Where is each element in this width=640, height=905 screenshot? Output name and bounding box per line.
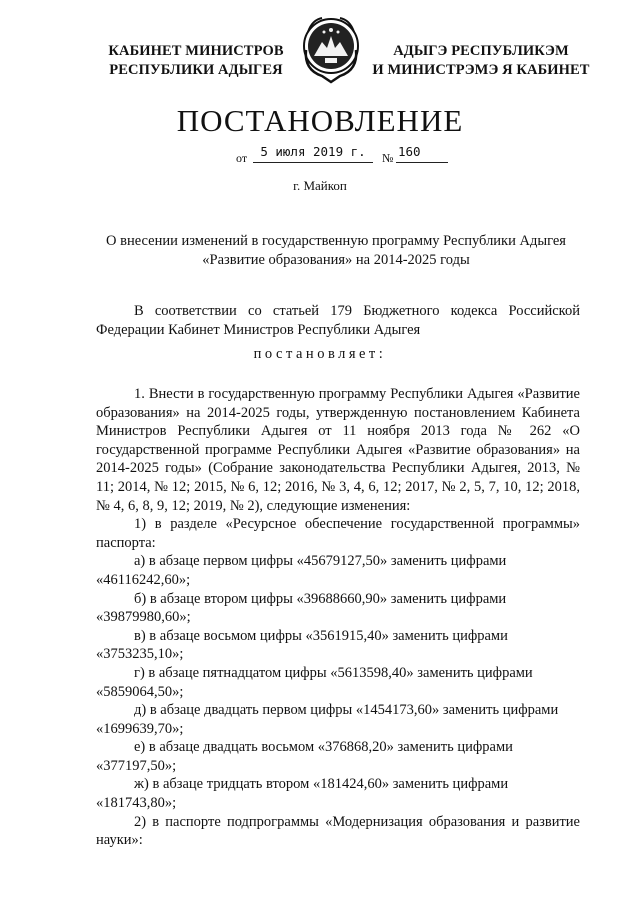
- preamble: [96, 302, 580, 339]
- document-subject: [96, 232, 576, 270]
- subitem-e-line1: е) в абзаце двадцать восьмом «376868,20» заменить цифрами: [134, 739, 513, 756]
- subitem-zh-line1: ж) в абзаце тридцать втором «181424,60» заменить цифрами: [134, 776, 509, 793]
- header-right-line2: И МИНИСТРЭМЭ Я КАБИНЕТ: [372, 62, 590, 78]
- subitem-a-line1: а) в абзаце первом цифры «45679127,50» заменить цифрами: [134, 553, 507, 570]
- paragraph-1-1: 1) в разделе «Ресурсное обеспечение государственной программы» паспорта:: [96, 516, 580, 551]
- issue-number: 160: [396, 144, 448, 163]
- paragraph-1: 1. Внести в государственную программу Республики Адыгея «Развитие образования» на 2014-2025 годы, утвержденную постановлением Кабинета Министров Республики Адыгея от 11 ноября 2013 года № 262 «О государственной программе Республики Адыгея «Развитие образования» на 2014-2025 годы» (Собрание законодательства Республики Адыгея, 2013, № 11; 2014, № 12; 2015, № 6, 12; 2016, № 3, 4, 6, 12; 2017, № 2, 5, 7, 10, 12; 2018, № 4, 6, 8, 9, 12; 2019, № 2), следующие изменения:: [96, 386, 580, 514]
- subitem-v-line2: «3753235,10»;: [96, 646, 184, 663]
- document-body: [96, 385, 580, 850]
- subject-line2: «Развитие образования» на 2014-2025 годы: [202, 252, 470, 268]
- subitem-d-line2: «1699639,70»;: [96, 720, 184, 737]
- subitem-a-line2: «46116242,60»;: [96, 571, 191, 588]
- preamble-text: В соответствии со статьей 179 Бюджетного кодекса Российской Федерации Кабинет Министров Республики Адыгея: [96, 303, 580, 338]
- subitem-b-line2: «39879980,60»;: [96, 609, 191, 626]
- coat-of-arms-emblem-icon: [300, 12, 362, 84]
- subitem-g-line1: г) в абзаце пятнадцатом цифры «5613598,40» заменить цифрами: [134, 664, 533, 681]
- subitem-zh-line2: «181743,80»;: [96, 795, 177, 812]
- city: г. Майкоп: [293, 178, 347, 193]
- date-prefix: от: [236, 151, 248, 165]
- subject-line1: О внесении изменений в государственную программу Республики Адыгея: [106, 233, 566, 249]
- issue-date: 5 июля 2019 г.: [253, 144, 373, 163]
- paragraph-1-2: 2) в паспорте подпрограммы «Модернизация образования и развитие науки»:: [96, 813, 580, 849]
- resolves-heading: постановляет:: [253, 346, 387, 362]
- subitem-d-line1: д) в абзаце двадцать первом цифры «1454173,60» заменить цифрами: [134, 702, 559, 719]
- subitem-b-line1: б) в абзаце втором цифры «39688660,90» заменить цифрами: [134, 590, 507, 607]
- header-left-line2: РЕСПУБЛИКИ АДЫГЕЯ: [109, 62, 283, 78]
- header-left: [96, 42, 296, 80]
- subitem-v-line1: в) в абзаце восьмом цифры «3561915,40» заменить цифрами: [134, 627, 508, 644]
- subitem-e-line2: «377197,50»;: [96, 757, 177, 774]
- header-right-line1: АДЫГЭ РЕСПУБЛИКЭМ: [393, 43, 569, 59]
- number-prefix: №: [382, 151, 394, 165]
- header-right: [366, 42, 596, 80]
- header-left-line1: КАБИНЕТ МИНИСТРОВ: [108, 43, 284, 59]
- issue-line: [236, 144, 456, 164]
- subitem-g-line2: «5859064,50»;: [96, 683, 184, 700]
- document-title: ПОСТАНОВЛЕНИЕ: [176, 103, 464, 138]
